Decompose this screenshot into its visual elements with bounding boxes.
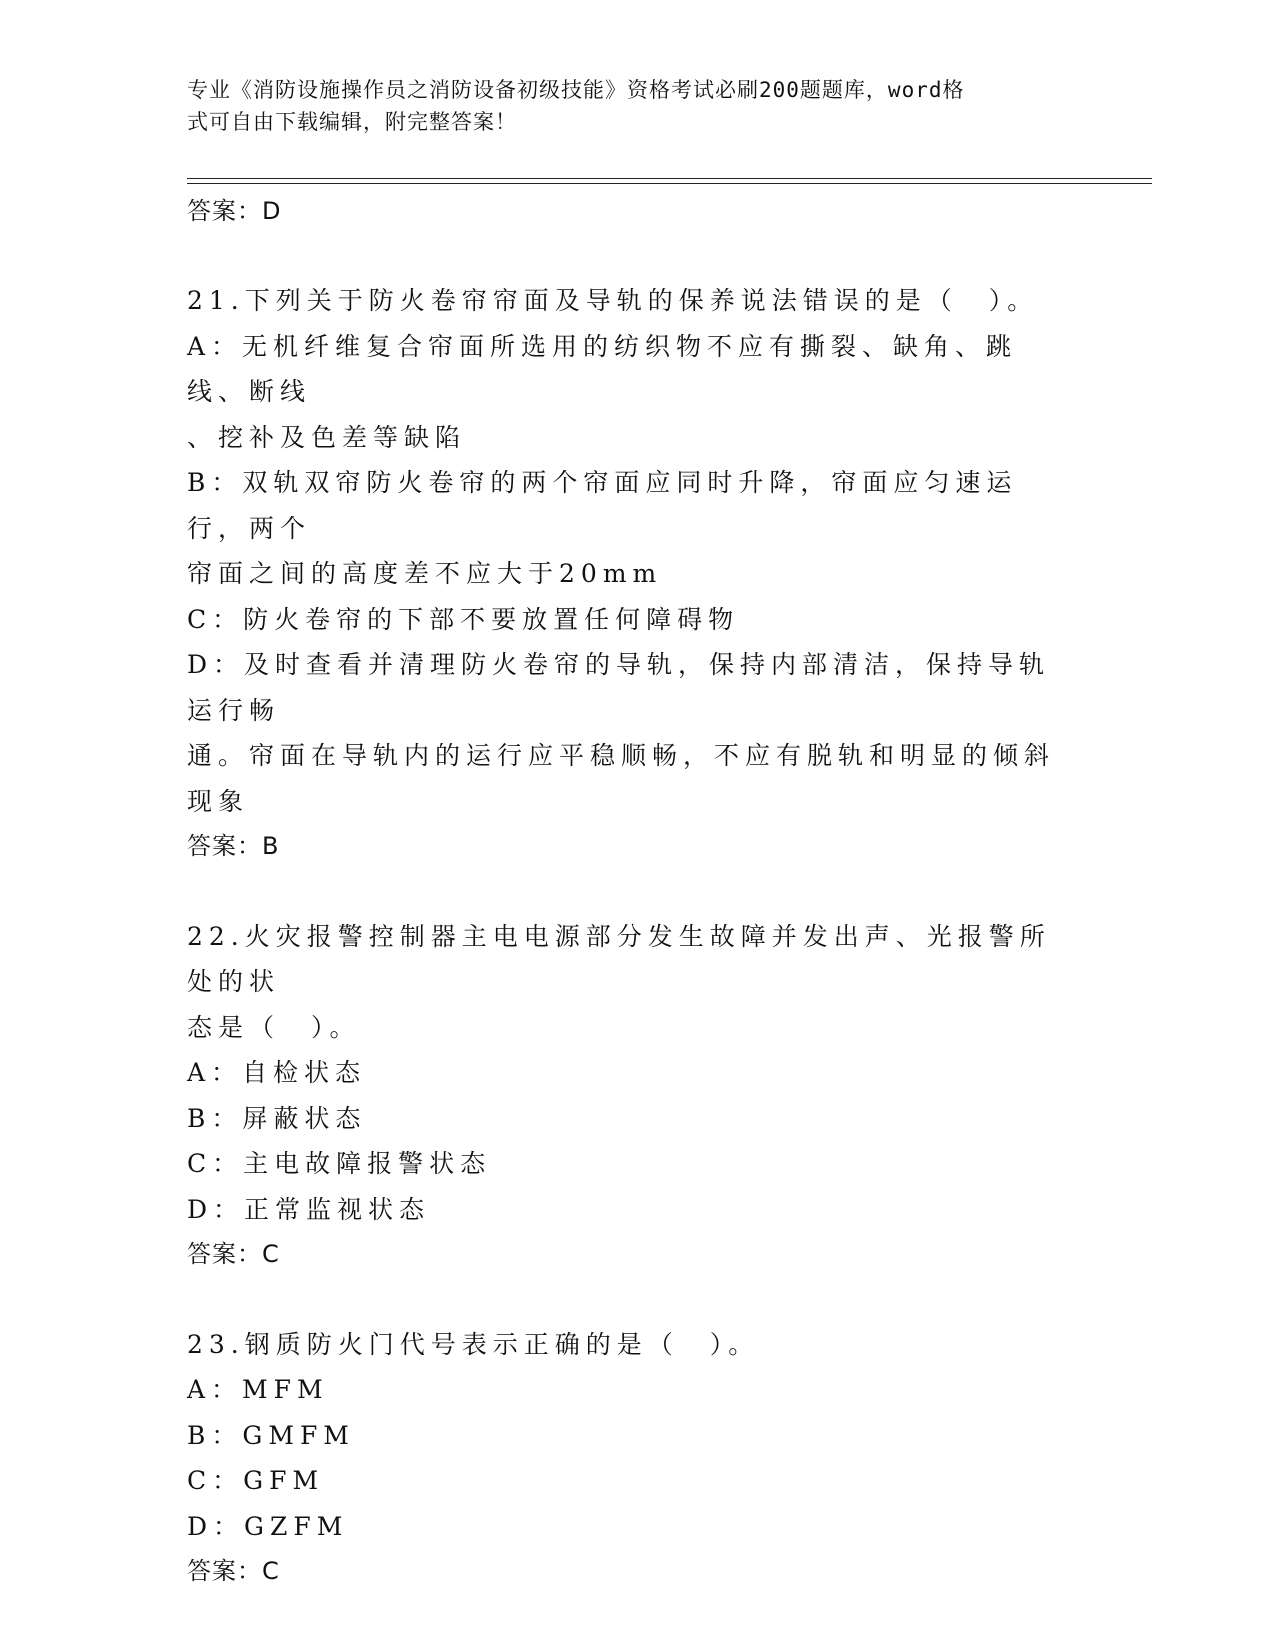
option-a: A：MFM [187, 1375, 329, 1404]
question-22 [187, 914, 1077, 1278]
question-23 [187, 1322, 1077, 1595]
option-b: B：双轨双帘防火卷帘的两个帘面应同时升降，帘面应匀速运行，两个 [187, 468, 1018, 543]
option-d: D：GZFM [187, 1511, 349, 1541]
header-line-2: 式可自由下载编辑，附完整答案！ [187, 110, 517, 134]
header-line-1: 专业《消防设施操作员之消防设备初级技能》资格考试必刷200题题库，word格 [187, 78, 965, 102]
option-d-cont: 通。帘面在导轨内的运行应平稳顺畅，不应有脱轨和明显的倾斜现象 [187, 741, 1056, 816]
option-d: D：及时查看并清理防火卷帘的导轨，保持内部清洁，保持导轨运行畅 [187, 650, 1051, 725]
option-b: B：屏蔽状态 [187, 1103, 367, 1133]
option-c: C：主电故障报警状态 [187, 1149, 492, 1178]
page-header [187, 74, 1067, 138]
answer: 答案：B [187, 832, 280, 860]
header-rule-top [187, 178, 1152, 179]
option-c: C：防火卷帘的下部不要放置任何障碍物 [187, 604, 740, 634]
option-a: A：自检状态 [187, 1058, 367, 1087]
option-a-cont: 、挖补及色差等缺陷 [187, 422, 467, 452]
previous-answer: 答案：D [187, 197, 282, 225]
question-stem: 23.钢质防火门代号表示正确的是（ ）。 [187, 1329, 760, 1359]
option-b: B：GMFM [187, 1420, 355, 1450]
question-stem: 21.下列关于防火卷帘帘面及导轨的保养说法错误的是（ ）。 [187, 286, 1039, 315]
answer: 答案：C [187, 1557, 280, 1585]
question-21 [187, 278, 1077, 870]
header-rule-bottom [187, 183, 1152, 184]
option-c: C：GFM [187, 1466, 325, 1495]
document-body [187, 188, 1077, 1595]
option-b-cont: 帘面之间的高度差不应大于20mm [187, 559, 663, 588]
option-a: A：无机纤维复合帘面所选用的纺织物不应有撕裂、缺角、跳线、断线 [187, 331, 1018, 406]
question-stem-cont: 态是（ ）。 [187, 1012, 361, 1042]
option-d: D：正常监视状态 [187, 1194, 431, 1224]
answer: 答案：C [187, 1240, 280, 1268]
question-stem: 22.火灾报警控制器主电电源部分发生故障并发出声、光报警所处的状 [187, 921, 1051, 996]
